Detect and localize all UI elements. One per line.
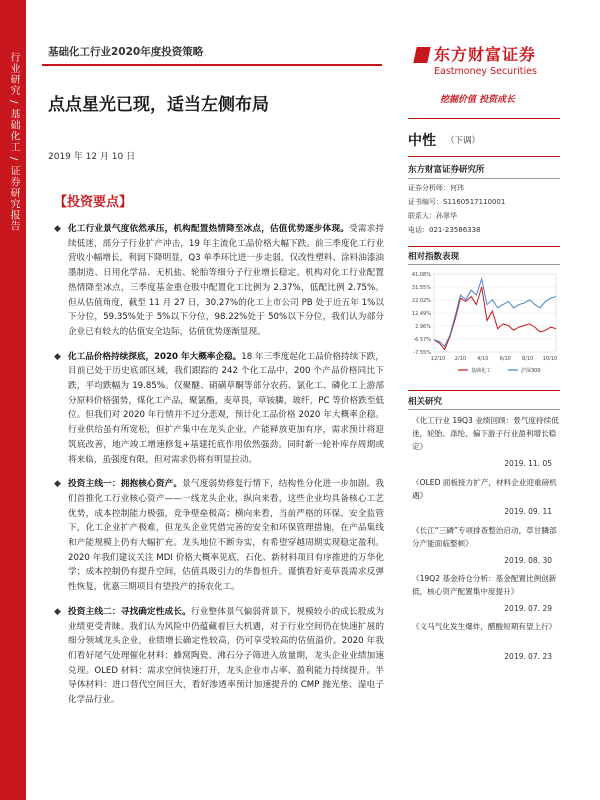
bullet-icon: ◆ <box>54 351 61 362</box>
sidebar-band <box>0 0 26 800</box>
key-point-body: 景气度弱势修复行情下，结构性分化进一步加剧。我们首推化工行业核心资产——一线龙头企业，纵向来看，这些企业均具备核心工艺优势，成本控制能力极强，竞争壁垒极高；横向来看，当前严格的环保、安全监管下，化工企业扩产极难，但龙头企业凭借完善的安全和环保管理措施，在产品集线和产能规模上仍有大幅扩充。龙头地位不断夯实，有希望穿越周期实现稳定盈利。2020 年我们建议关注 MDI 价格大概率见底，石化、新材料项目有序推进的万华化学；成本控制仍有提升空间，估值具吸引力的华鲁恒升。谨慎看好麦草畏需求反弹性恢复，优嘉三期项目有望投产的扬农化工。 <box>68 479 384 593</box>
related-report-title[interactable]: 《长江“三磷”专项排查整治启动，草甘膦部分产能面临整顿》 <box>412 526 557 548</box>
rating-change: （下调） <box>446 136 481 146</box>
chart-divider <box>408 246 560 247</box>
section-title: 【投资要点】 <box>54 195 133 210</box>
key-point-3 <box>54 477 384 595</box>
key-point-1 <box>54 222 384 340</box>
x-tick-label: 12/10 <box>430 356 446 362</box>
main-content <box>54 222 384 718</box>
report-date: 2019 年 12 月 10 日 <box>48 152 136 162</box>
x-tick-label: 6/10 <box>499 356 511 362</box>
key-point-lead: 投资主线一：拥抱核心资产。 <box>68 479 183 490</box>
y-tick-label: -7.55% <box>413 350 431 356</box>
page-title: 点点星光已现，适当左侧布局 <box>48 95 269 115</box>
key-point-lead: 投资主线二：寻找确定性成长。 <box>68 606 191 617</box>
key-point-4 <box>54 605 384 708</box>
y-tick-label: 31.55% <box>411 285 431 291</box>
series-line-chemical <box>434 287 556 350</box>
key-point-2 <box>54 350 384 468</box>
analyst-name: 证券分析师：何玮 <box>408 184 464 192</box>
related-report-date: 2019. 07. 23 <box>504 652 552 661</box>
analyst-cert: 证书编号：S1160517110001 <box>408 198 506 206</box>
institute-divider <box>408 156 560 157</box>
relative-performance-chart <box>398 268 564 380</box>
rating-divider <box>408 118 560 119</box>
legend-label: 沪深300 <box>521 368 541 374</box>
key-point-body: 受需求持续低迷，部分子行业扩产冲击，19 年主流化工品价格大幅下跌。前三季度化工行业营收小幅增长，利润下降明显，Q3 单季环比进一步走弱，仅改性塑料、涂料油漆油墨制造、日用化学品、无机盐、轮胎等细分子行业增长稳定。机构对化工行业配置热情降至冰点，三季度基金重仓股中配置化工比例为 2.37%，低配比例 2.75%。但从估值角度，截至 11 月 27 日，30.27%的化工上市公司 PB 处于近五年 1%以下分位，59.35%处于 5%以下分位，98.22%处于 50%以下分位，我们认为部分企业已有较大的估值安全边际，估值优势逐渐显现。 <box>68 224 384 337</box>
related-report-date: 2019. 11. 05 <box>504 459 552 468</box>
x-tick-label: 10/10 <box>542 356 558 362</box>
related-report-title[interactable]: 《19Q2 基金持仓分析：基金配置比例创新低，核心资产配置集中度提升》 <box>412 574 557 596</box>
bullet-icon: ◆ <box>54 606 61 617</box>
legend-label: 基础化工 <box>471 368 492 374</box>
sidebar-category: 行业研究 / 基础化工 / 证券研究报告 <box>8 52 19 232</box>
x-tick-label: 8/10 <box>521 356 534 362</box>
y-tick-label: 2.96% <box>415 324 431 330</box>
y-tick-label: 41.08% <box>411 272 431 278</box>
key-point-lead: 化工行业景气度依然承压，机构配置热情降至冰点，估值优势逐步体现。 <box>68 224 350 234</box>
y-tick-label: -6.57% <box>413 337 431 343</box>
brand-logo-icon <box>413 47 430 63</box>
institute-underline <box>408 178 560 179</box>
series-line-csi300 <box>434 279 556 346</box>
key-point-lead: 化工品价格持续探底，2020 年大概率企稳。 <box>68 351 242 362</box>
chart-section-title: 相对指数表现 <box>408 252 460 262</box>
related-report-date: 2019. 07. 29 <box>504 604 552 613</box>
related-divider <box>408 390 560 391</box>
report-subtitle: 基础化工行业2020年度投资策略 <box>48 46 204 58</box>
header-divider <box>42 64 382 66</box>
brand-slogan: 挖掘价值 投资成长 <box>440 95 516 105</box>
related-report-date: 2019. 08. 30 <box>504 556 552 565</box>
bullet-icon: ◆ <box>54 224 61 234</box>
brand-name-cn: 东方财富证券 <box>434 45 537 64</box>
rating-label: 中性 <box>408 133 436 149</box>
related-section-title: 相关研究 <box>408 397 443 407</box>
institute-name: 东方财富证券研究所 <box>408 165 485 175</box>
key-point-body: 18 年三季度起化工品价格持续下跌，目前已处于历史底部区域，我们跟踪的 242 个化工品中，200 个产品价格同比下跌，平均跌幅为 19.85%。仅聚醚、硝磺草酮等部分农药、氯化工、磷化工上游部分原料价格强势，煤化工产品，聚氯酯，麦草畏，草铵膦，玻纤，PC 等价格跌至低位。但我们对 2020 年行情并不过分悲观，预计化工品价格 2020 年大概率企稳。行业供给虽有所宽松，但扩产集中在龙头企业，产能释放更加有序，需求预计将迎筑底改善，地产竣工增速修复+基建托底作用依然强劲。同时新一轮补库存周期或将来临，虽强度有限，但对需求仍将有明显拉动。 <box>68 351 384 465</box>
contact-phone: 电话：021-23586338 <box>408 226 481 234</box>
bullet-icon: ◆ <box>54 479 61 490</box>
y-tick-label: 22.02% <box>411 298 431 304</box>
related-report-title[interactable]: 《化工行业 19Q3 业绩回顾：景气度持续低迷，轮胎、涤纶、偏下游子行业盈利增长稳定》 <box>412 416 559 451</box>
related-report-title[interactable]: 《OLED 面板接力扩产，材料企业迎重磅机遇》 <box>412 478 557 500</box>
contact-name: 联系人：孙翠华 <box>408 212 457 220</box>
x-tick-label: 4/10 <box>477 356 489 362</box>
x-tick-label: 2/10 <box>454 356 467 362</box>
y-tick-label: 12.49% <box>411 311 431 317</box>
related-report-title[interactable]: 《义马气化发生爆炸，醋酸短期有望上行》 <box>412 622 557 631</box>
related-underline <box>408 409 560 410</box>
related-report-date: 2019. 09. 11 <box>504 507 552 516</box>
chart-underline <box>408 264 560 265</box>
brand-name-en: Eastmoney Securities <box>434 66 537 77</box>
key-point-body: 行业整体景气偏弱背景下，规模较小的成长股成为业绩更受青睐。我们认为风险中仍蕴藏着巨大机遇，对于行业空间仍在快速扩展的细分领域龙头企业，业绩增长确定性较高，仍可享受较高的估值溢价。2020 年我们看好尾气处理催化材料：蜂窝陶瓷、沸石分子筛进入放量期，龙头企业业绩加速兑现。OLED 材料：需求空间快速打开，龙头企业市占率、盈利能力持续提升。半导体材料：进口替代空间巨大，看好渗透率预计加速提升的 CMP 抛光垫、湿电子化学品行业。 <box>68 606 384 706</box>
